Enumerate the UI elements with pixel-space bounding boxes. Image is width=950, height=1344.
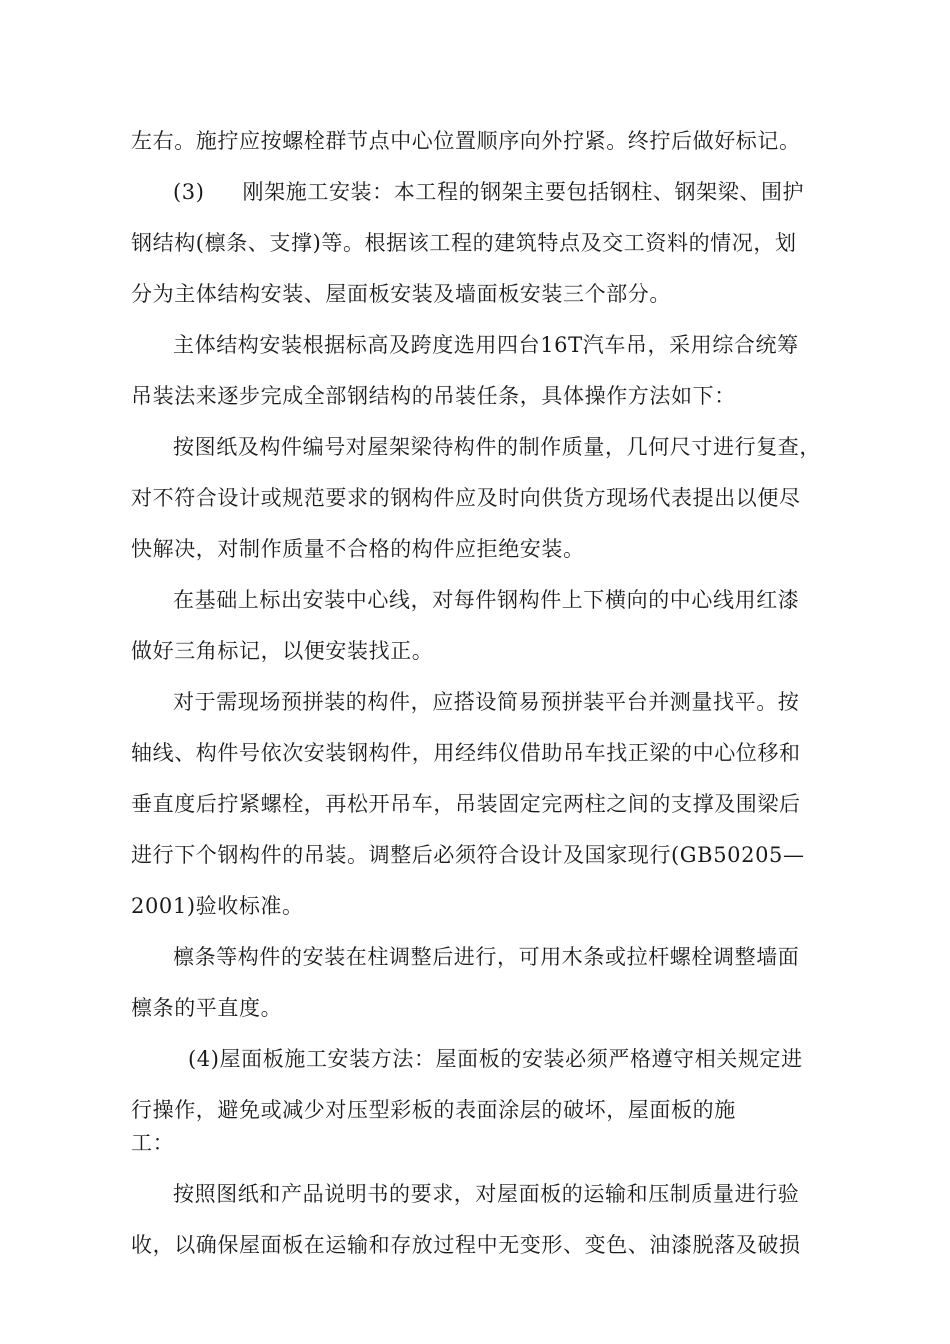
text-line: 进行下个钢构件的吊装。调整后必须符合设计及国家现行(GB50205— bbox=[131, 843, 805, 867]
text-line: 工： bbox=[131, 1131, 175, 1155]
text-line: 做好三角标记，以便安装找正。 bbox=[131, 639, 434, 663]
text-line: 垂直度后拧紧螺栓，再松开吊车，吊装固定完两柱之间的支撑及围梁后 bbox=[131, 792, 801, 816]
text-line: 对于需现场预拼装的构件，应搭设简易预拼装平台并测量找平。按 bbox=[173, 690, 800, 714]
text-line: (4)屋面板施工安装方法：屋面板的安装必须严格遵守相关规定进 bbox=[188, 1047, 803, 1071]
text-line: 檩条等构件的安装在柱调整后进行，可用木条或拉杆螺栓调整墙面 bbox=[173, 945, 800, 969]
text-line: 收，以确保屋面板在运输和存放过程中无变形、变色、油漆脱落及破损 bbox=[131, 1233, 801, 1257]
text-line: 左右。施拧应按螺栓群节点中心位置顺序向外拧紧。终拧后做好标记。 bbox=[131, 129, 801, 153]
text-line: 吊装法来逐步完成全部钢结构的吊装任条，具体操作方法如下： bbox=[131, 384, 736, 408]
section-number: (3) bbox=[173, 180, 205, 204]
text-line: 钢结构(檩条、支撑)等。根据该工程的建筑特点及交工资料的情况，划 bbox=[131, 231, 797, 255]
text-line: 按照图纸和产品说明书的要求，对屋面板的运输和压制质量进行验 bbox=[173, 1182, 800, 1206]
text-line: 对不符合设计或规范要求的钢构件应及时向供货方现场代表提出以便尽 bbox=[131, 486, 801, 510]
text-line: 轴线、构件号依次安装钢构件，用经纬仪借助吊车找正梁的中心位移和 bbox=[131, 741, 801, 765]
text-line: 按图纸及构件编号对屋架梁待构件的制作质量，几何尺寸进行复查， bbox=[173, 435, 821, 459]
text-line: 主体结构安装根据标高及跨度选用四台16T汽车吊，采用综合统筹 bbox=[173, 333, 799, 357]
text-line: 快解决，对制作质量不合格的构件应拒绝安装。 bbox=[131, 537, 585, 561]
text-line: 2001)验收标准。 bbox=[131, 894, 304, 918]
text-line bbox=[173, 177, 804, 207]
section-heading-text: 刚架施工安装：本工程的钢架主要包括钢柱、钢架梁、围护 bbox=[242, 180, 805, 204]
text-line: 在基础上标出安装中心线，对每件钢构件上下横向的中心线用红漆 bbox=[173, 588, 800, 612]
text-line: 檩条的平直度。 bbox=[131, 996, 283, 1020]
text-line: 分为主体结构安装、屋面板安装及墙面板安装三个部分。 bbox=[131, 282, 671, 306]
text-line: 行操作，避免或减少对压型彩板的表面涂层的破坏，屋面板的施 bbox=[131, 1098, 736, 1122]
